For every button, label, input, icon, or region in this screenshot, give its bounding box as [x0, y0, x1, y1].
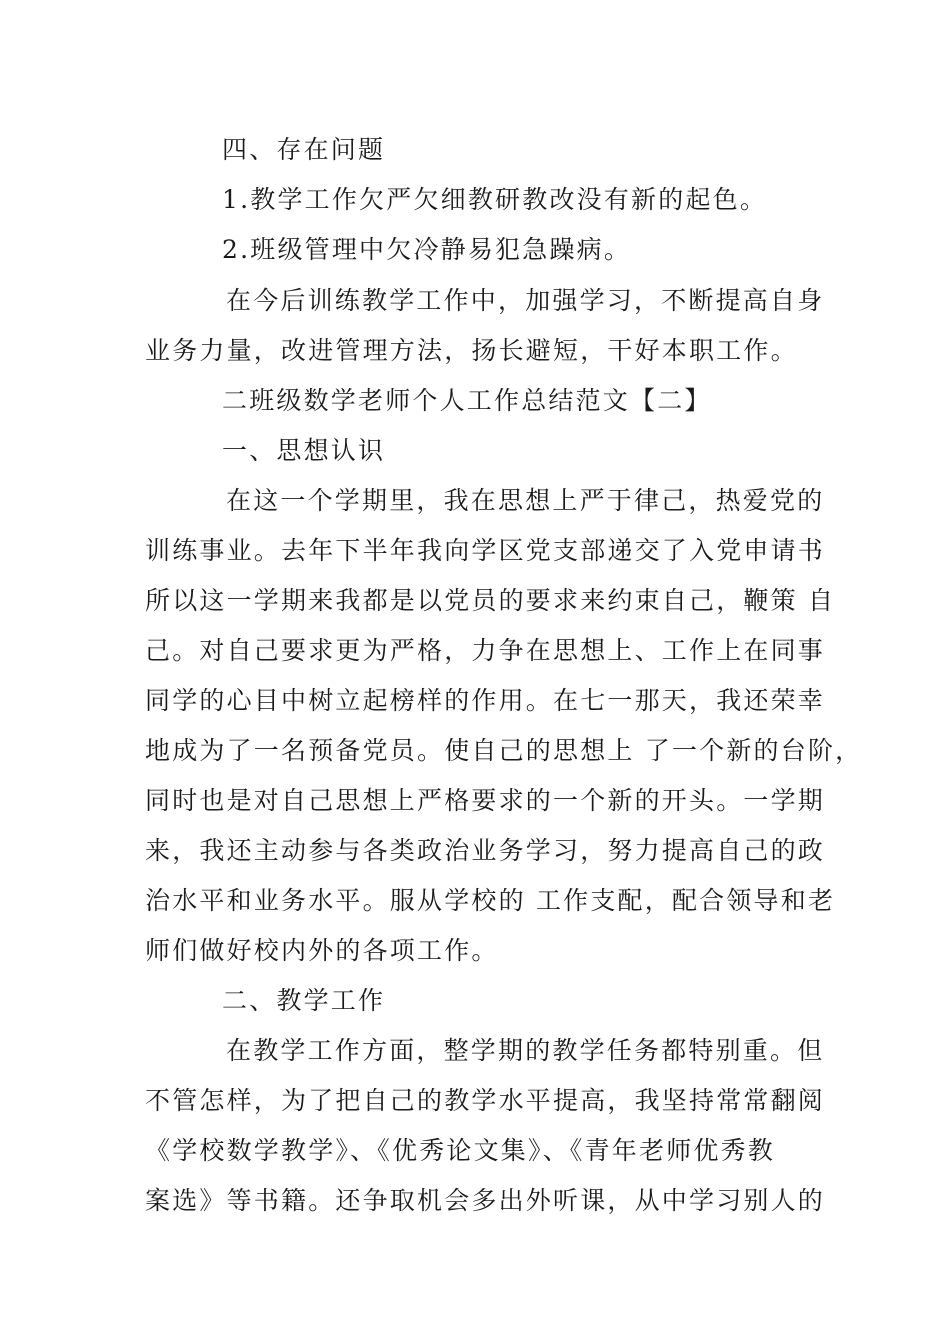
paragraph-line: 所以这一学期来我都是以党员的要求来约束自己，鞭策 自 — [145, 586, 836, 615]
section-heading-teaching: 二、教学工作 — [222, 986, 386, 1015]
paragraph-line: 地成为了一名预备党员。使自己的思想上 了一个新的台阶， — [145, 736, 863, 765]
paragraph-line: 不管怎样，为了把自己的教学水平提高，我坚持常常翻阅 — [145, 1086, 826, 1115]
article-title: 二班级数学老师个人工作总结范文【二】 — [222, 386, 712, 415]
paragraph-line: 在今后训练教学工作中，加强学习，不断提高自身 — [226, 286, 825, 315]
paragraph-line: 《学校数学教学》、《优秀论文集》、《青年老师优秀教 — [145, 1136, 776, 1165]
paragraph-line: 在教学工作方面，整学期的教学任务都特别重。但 — [226, 1036, 825, 1065]
section-heading-problems: 四、存在问题 — [222, 135, 386, 164]
paragraph-line: 在这一个学期里，我在思想上严于律己，热爱党的 — [226, 486, 825, 515]
paragraph-line: 治水平和业务水平。服从学校的 工作支配，配合领导和老 — [145, 886, 836, 915]
paragraph-line: 同学的心目中树立起榜样的作用。在七一那天，我还荣幸 — [145, 686, 826, 715]
section-heading-thoughts: 一、思想认识 — [222, 436, 386, 465]
paragraph-line: 同时也是对自己思想上严格要求的一个新的开头。一学期 — [145, 786, 826, 815]
list-item-2: 2.班级管理中欠冷静易犯急躁病。 — [222, 235, 632, 264]
list-item-1: 1.教学工作欠严欠细教研教改没有新的起色。 — [222, 185, 768, 214]
paragraph-line: 业务力量，改进管理方法，扬长避短，干好本职工作。 — [145, 336, 798, 365]
paragraph-line: 案选》等书籍。还争取机会多出外听课，从中学习别人的 — [145, 1186, 826, 1215]
paragraph-line: 来，我还主动参与各类政治业务学习，努力提高自己的政 — [145, 836, 826, 865]
paragraph-line: 训练事业。去年下半年我向学区党支部递交了入党申请书 — [145, 536, 826, 565]
paragraph-line: 师们做好校内外的各项工作。 — [145, 936, 499, 965]
paragraph-line: 己。对自己要求更为严格，力争在思想上、工作上在同事 — [145, 636, 826, 665]
